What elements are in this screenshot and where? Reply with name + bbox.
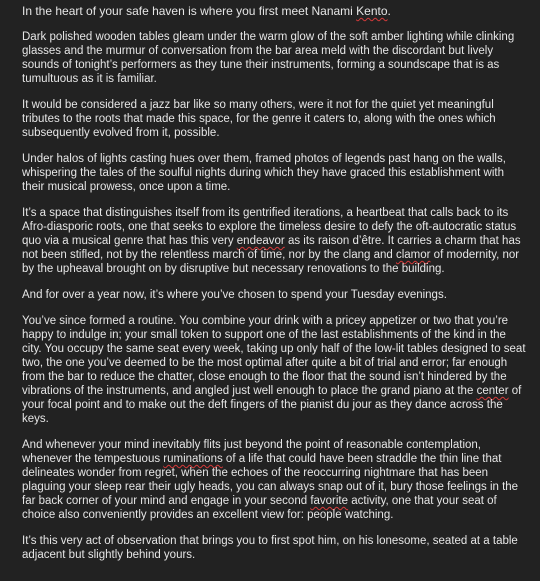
text-run: .: [387, 4, 391, 18]
misspelled-word[interactable]: endeavor: [236, 235, 285, 247]
paragraph-3: It would be considered a jazz bar like so many others, were it not for the quiet yet meaningful tributes to the roots that made this space, for the genre it caters to, along with the ones which subsequently evolved from it, possible.: [22, 99, 496, 139]
text-run: of your focal point and to make out the deft fingers of the pianist du jour as they dance across the keys.: [22, 385, 522, 425]
text-run: of a life that could have been straddle the thin line that delineates wonder from regret, when the echoes of the reoccurring nightmare that has been plaguing your sleep rear their ugly heads, you can always snap out of it, bury those feelings in the far back corner of your mind and engage in your second: [22, 453, 519, 507]
paragraph-4: Under halos of lights casting hues over them, framed photos of legends past hang on the walls, whispering the tales of the soulful nights during which they have graced this establishment with their musical prowess, once upon a time.: [22, 153, 506, 193]
misspelled-word[interactable]: clamor: [395, 249, 431, 261]
paragraph-5: [22, 206, 528, 276]
paragraph-1: [22, 4, 528, 18]
text-run: activity, one that your seat of choice also conveniently provides an excellent view for: people watching.: [22, 495, 497, 521]
text-run: And whenever your mind inevitably flits just beyond the point of reasonable contemplation, whenever the tempestuous: [22, 439, 481, 465]
misspelled-word[interactable]: center: [476, 385, 509, 397]
misspelled-word[interactable]: favorite: [310, 495, 349, 507]
text-run: In the heart of your safe haven is where you first meet Nanami: [22, 4, 357, 18]
text-run: of modernity, nor by the upheaval brought on by disruptive but necessary renovations to the building.: [22, 249, 520, 275]
paragraph-8: [22, 438, 528, 522]
paragraph-6: And for over a year now, it’s where you’ve chosen to spend your Tuesday evenings.: [22, 289, 447, 301]
paragraph-9: It’s this very act of observation that brings you to first spot him, on his lonesome, seated at a table adjacent but slightly behind yours.: [22, 535, 518, 561]
misspelled-word[interactable]: Kento: [356, 4, 388, 18]
text-run: as its raison d’être. It carries a charm that has not been stifled, not by the relentless march of time, nor by the clang and: [22, 235, 521, 261]
paragraph-2: Dark polished wooden tables gleam under the warm glow of the soft amber lighting while clinking glasses and the murmur of conversation from the bar area meld with the discordant but lively sounds of tonight’s performers as they tune their instruments, forming a soundscape that is as tumultuous as it is familiar.: [22, 31, 515, 85]
misspelled-word[interactable]: ruminations: [163, 453, 223, 465]
paragraph-7: [22, 314, 528, 426]
text-run: You’ve since formed a routine. You combine your drink with a pricey appetizer or two that you’re happy to indulge in; your small token to support one of the last establishments of the kind in the city. You occupy the same seat every week, taking up only half of the low-lit tables designed to seat two, the one you’ve deemed to be the most optimal after quite a bit of trial and error; far enough from the bar to reduce the chatter, close enough to the floor that the sound isn’t hindered by the vibrations of the instruments, and angled just well enough to place the grand piano at the: [22, 315, 526, 397]
text-run: It’s a space that distinguishes itself from its gentrified iterations, a heartbeat that calls back to its Afro-diasporic roots, one that seeks to explore the timeless desire to defy the oft-autocratic status quo via a musical genre that has this very: [22, 207, 517, 247]
